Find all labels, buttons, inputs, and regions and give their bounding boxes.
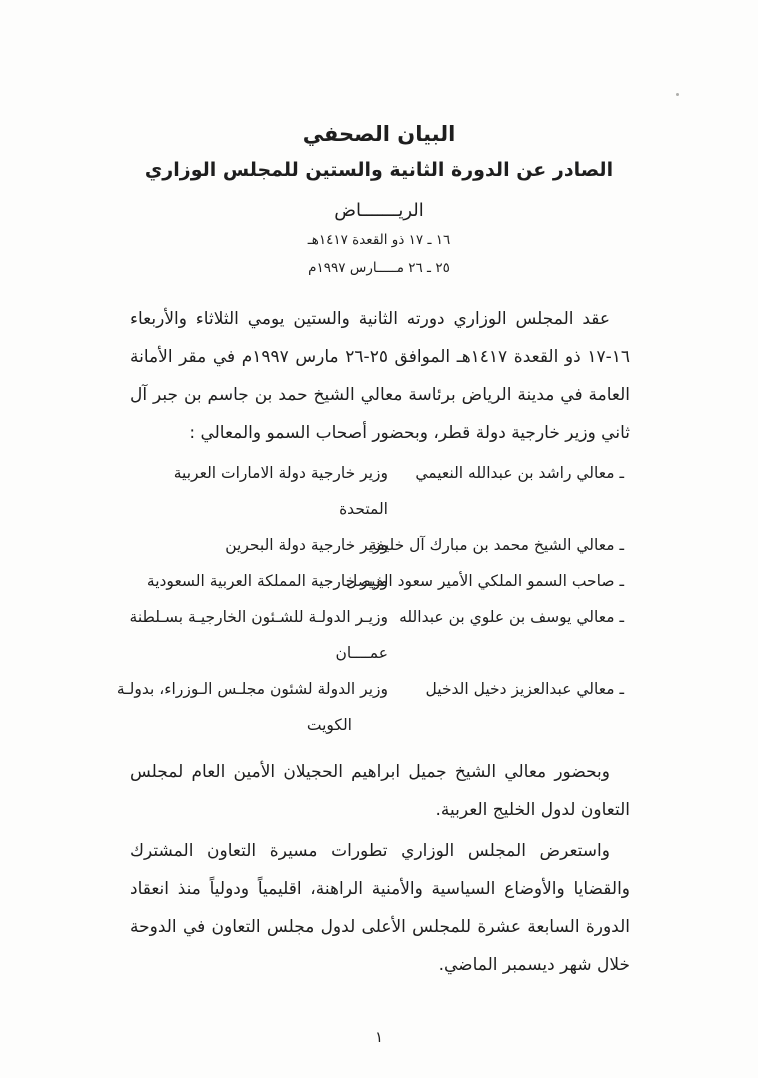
scan-speck — [676, 93, 679, 96]
title-line-1: وزير خارجية دولة الامارات العربية المتحدة — [173, 464, 388, 518]
attendee-row — [130, 563, 624, 599]
attendee-title — [130, 455, 388, 527]
review-paragraph: واستعرض المجلس الوزاري تطورات مسيرة التعاون المشترك والقضايا والأوضاع السياسية والأمنية الراهنة، اقليمياً ودولياً منذ انعقاد الدورة السابعة عشرة للمجلس الأعلى لدول مجلس التعاون في الدوحة خلال شهر ديسمبر الماضي. — [130, 841, 630, 975]
attendee-name: ـ معالي يوسف بن علوي بن عبدالله — [399, 608, 624, 626]
attendee-row — [116, 671, 624, 743]
title-line-1: وزيـر الدولـة للشـئون الخارجيـة بسـلطنة — [129, 608, 388, 626]
gregorian-date-line: ٢٥ ـ ٢٦ مـــــارس ١٩٩٧م — [308, 260, 450, 276]
opening-paragraph: عقد المجلس الوزاري دورته الثانية والستين يومي الثلاثاء والأربعاء ١٦-١٧ ذو القعدة ١٤١٧هـ الموافق ٢٥-٢٦ مارس ١٩٩٧م في مقر الأمانة العامة في مدينة الرياض برئاسة معالي الشيخ حمد بن جاسم بن جبر آل ثاني وزير خارجية دولة قطر، وبحضور أصحاب السمو والمعالي : — [130, 309, 630, 443]
attendees-list — [116, 455, 624, 743]
attendee-name: ـ صاحب السمو الملكي الأمير سعود الفيصل — [346, 572, 624, 590]
attendee-title — [130, 563, 388, 599]
title-line-1: وزير خارجية دولة البحرين — [225, 536, 388, 554]
title-line-1: وزير الدولة لشئون مجلـس الـوزراء، بدولـة — [116, 680, 388, 698]
attendee-title — [116, 671, 388, 743]
attendee-title — [130, 527, 388, 563]
page-number: ١ — [374, 1028, 384, 1046]
attendee-title — [130, 599, 388, 671]
hijri-date-line: ١٦ ـ ١٧ ذو القعدة ١٤١٧هـ — [307, 232, 451, 248]
title-line-2: عمــــان — [335, 644, 388, 662]
document-body — [116, 300, 630, 984]
title-line-1: وزير خارجية المملكة العربية السعودية — [146, 572, 388, 590]
attendee-row — [130, 599, 624, 671]
attendee-name: ـ معالي راشد بن عبدالله النعيمي — [415, 464, 624, 482]
press-release-subtitle: الصادر عن الدورة الثانية والستين للمجلس الوزاري — [144, 159, 614, 181]
secretary-general-paragraph: وبحضور معالي الشيخ جميل ابراهيم الحجيلان الأمين العام لمجلس التعاون لدول الخليج العربية. — [130, 762, 630, 820]
document-header — [0, 0, 758, 276]
press-release-title: البيان الصحفي — [302, 122, 456, 146]
attendee-name: ـ معالي الشيخ محمد بن مبارك آل خليفة — [368, 536, 624, 554]
attendee-row — [130, 527, 624, 563]
title-line-2: الكويت — [306, 716, 352, 734]
city-line: الريـــــــاض — [334, 200, 424, 221]
attendee-name: ـ معالي عبدالعزيز دخيل الدخيل — [425, 680, 624, 698]
attendee-row — [130, 455, 624, 527]
